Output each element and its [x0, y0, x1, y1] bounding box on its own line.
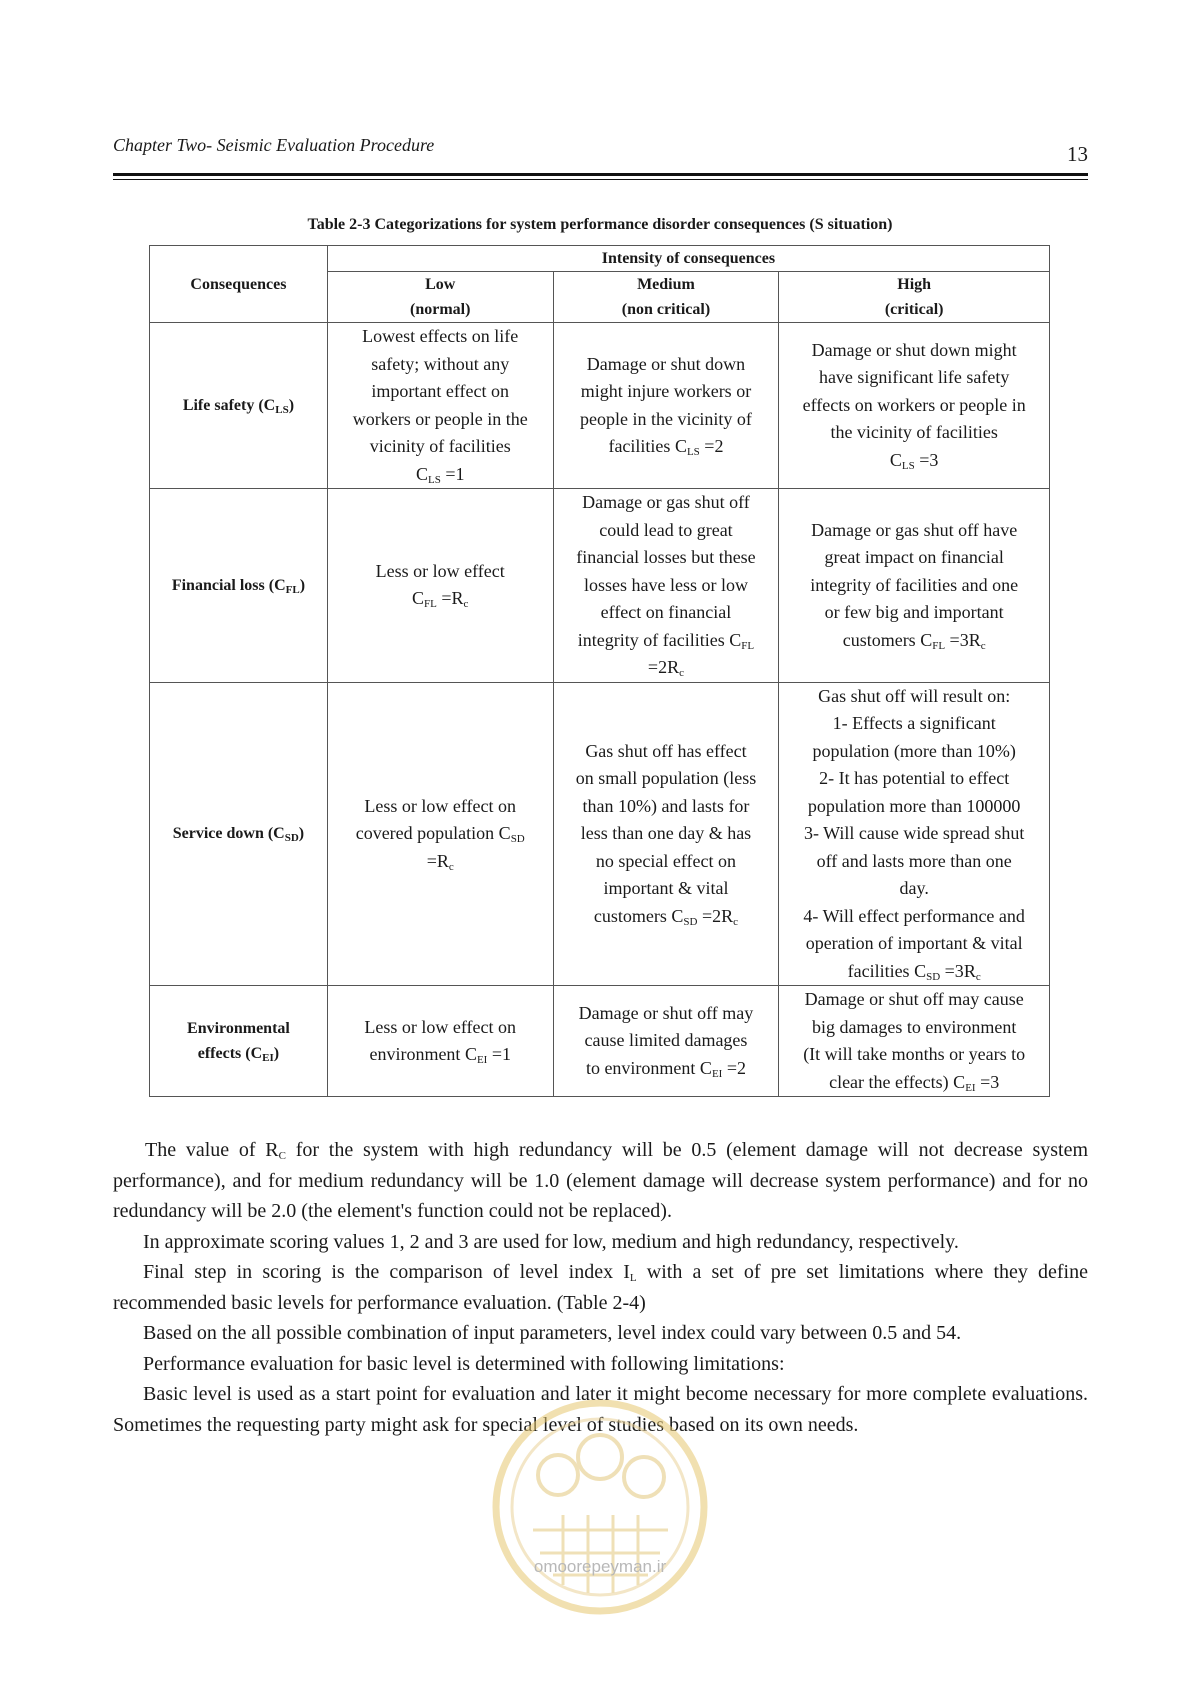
watermark-text: omoorepeyman.ir: [533, 1557, 667, 1576]
header-rule-thin: [113, 179, 1088, 180]
paragraph: Based on the all possible combination of input parameters, level index could vary between 0.5 and 54.: [143, 1322, 962, 1344]
table-caption: Table 2-3 Categorizations for system performance disorder consequences (S situation): [307, 216, 893, 233]
level-name: Medium: [637, 276, 695, 293]
cell-low: Less or low effect on environment $C_{EI} =1$: [327, 986, 553, 1097]
cell-low: Less or low effect on covered population $C_{SD}$ $=R_c$: [327, 682, 553, 986]
watermark-seal-icon: [488, 1395, 713, 1620]
cell-medium: Damage or gas shut off could lead to great financial losses but these losses have less or low effect on financial integrity of facilities $C_{FL}$ $=2R_c$: [553, 489, 779, 683]
cell-high: Damage or shut off may cause big damages to environment (It will take months or years to clear the effects) $C_{EI} =3$: [779, 986, 1050, 1097]
paragraph: The value of $R_C$ for the system with high redundancy will be 0.5 (element damage will not decrease system performance), and for medium redundancy will be 1.0 (element damage will decrease system performance) and for no redundancy will be 2.0 (the element's function could not be replaced).: [113, 1139, 1088, 1222]
header-intensity: Intensity of consequences: [327, 246, 1049, 272]
paragraph: In approximate scoring values 1, 2 and 3 are used for low, medium and high redundancy, respectively.: [143, 1230, 959, 1253]
level-note: (critical): [884, 301, 944, 318]
cell-low: Less or low effect $C_{FL} =R_c$: [327, 489, 553, 683]
row-label: Financial loss $(C_{FL})$: [150, 489, 328, 683]
cell-low: Lowest effects on life safety; without any important effect on workers or people in the vicinity of facilities $C_{LS} =1$: [327, 323, 553, 489]
cell-medium: Damage or shut down might injure workers or people in the vicinity of facilities $C_{LS} =2$: [553, 323, 779, 489]
level-name: Low: [425, 276, 456, 293]
row-label: Service down $(C_{SD})$: [150, 682, 328, 986]
consequences-table: [149, 245, 1050, 1097]
table-row: [150, 986, 1050, 1097]
cell-medium: Gas shut off has effect on small population (less than 10%) and lasts for less than one day & has no special effect on important & vital customers $C_{SD} =2R_c$: [553, 682, 779, 986]
level-note: (non critical): [621, 301, 711, 318]
level-name: High: [897, 276, 932, 293]
page-number: 13: [1067, 142, 1088, 166]
table-row: [150, 323, 1050, 489]
paragraph: Final step in scoring is the comparison of level index $I_L$ with a set of pre set limitations where they define recommended basic levels for performance evaluation. (Table 2-4): [113, 1261, 1088, 1314]
cell-high: Gas shut off will result on: 1- Effects a significant population (more than 10%) 2- It has potential to effect population more than 100000 3- Will cause wide spread shut off and lasts more than one day. 4- Will effect performance and operation of important & vital facilities $C_{SD} =3R_c$: [779, 682, 1050, 986]
row-label: Life safety $(C_{LS})$: [150, 323, 328, 489]
level-note: (normal): [410, 301, 471, 318]
header-rule-thick: [113, 173, 1088, 176]
paragraph: Performance evaluation for basic level is determined with following limitations:: [143, 1352, 785, 1375]
cell-high: Damage or shut down might have significant life safety effects on workers or people in the vicinity of facilities $C_{LS} =3$: [779, 323, 1050, 489]
cell-medium: Damage or shut off may cause limited damages to environment $C_{EI} =2$: [553, 986, 779, 1097]
paragraph: Basic level is used as a start point for evaluation and later it might become necessary for more complete evaluations. Sometimes the requesting party might ask for special level of studies based on its own needs.: [113, 1383, 1088, 1436]
row-label: Environmental effects $(C_{EI})$: [150, 986, 328, 1097]
header-high: [779, 272, 1050, 323]
header-medium: [553, 272, 779, 323]
header-consequences: Consequences: [150, 246, 328, 323]
table-row: [150, 489, 1050, 683]
table-row: [150, 682, 1050, 986]
chapter-title: Chapter Two- Seismic Evaluation Procedure: [113, 135, 435, 155]
cell-high: Damage or gas shut off have great impact on financial integrity of facilities and one or few big and important customers $C_{FL} =3R_c$: [779, 489, 1050, 683]
table-body: [150, 323, 1050, 1097]
header-low: [327, 272, 553, 323]
